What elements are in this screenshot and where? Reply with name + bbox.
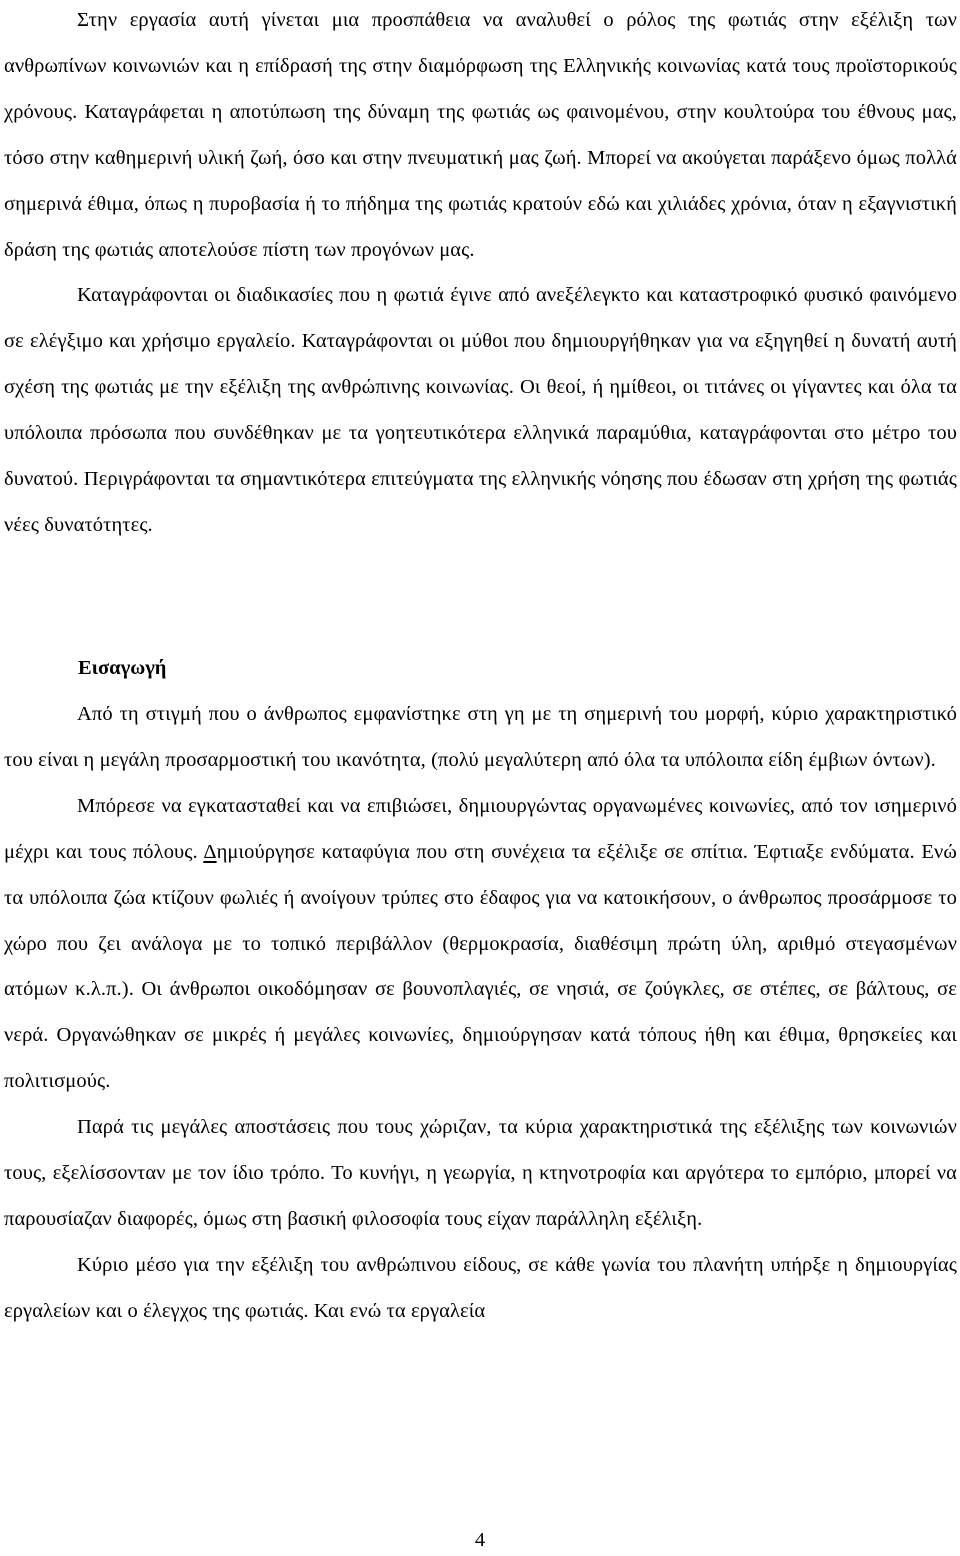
intro-paragraph-1: Στην εργασία αυτή γίνεται μια προσπάθεια να αναλυθεί ο ρόλος της φωτιάς στην εξέλιξη των ανθρωπίνων κοινωνιών και η επίδρασή της στην διαμόρφωση της Ελληνικής κοινωνίας κατά τους προϊστορικούς χρόνους. Καταγράφεται η αποτύπωση της δύναμη της φωτιάς ως φαινομένου, στην κουλτούρα του έθνους μας, τόσο στην καθημερινή υλική ζωή, όσο και στην πνευματική μας ζωή. Μπορεί να ακούγεται παράξενο όμως πολλά σημερινά έθιμα, όπως η πυροβασία ή το πήδημα της φωτιάς κρατούν εδώ και χιλιάδες χρόνια, όταν η εξαγνιστική δράση της φωτιάς αποτελούσε πίστη των προγόνων μας. bbox=[4, 9, 957, 261]
section-paragraph-4: Κύριο μέσο για την εξέλιξη του ανθρώπινου είδους, σε κάθε γωνία του πλανήτη υπήρξε η δημιουργίας εργαλείων και ο έλεγχος της φωτιάς. Και ενώ τα εργαλεία bbox=[4, 1253, 957, 1322]
paragraph-2-end: ημιούργησε καταφύγια που στη συνέχεια τα εξέλιξε σε σπίτια. Έφτιαξε ενδύματα. Ενώ τα υπόλοιπα ζώα κτίζουν φωλιές ή ανοίγουν τρύπες στο έδαφος για να κατοικήσουν, ο άνθρωπος προσάρμοσε το χώρο που ζει ανάλογα με το τοπικό περιβάλλον (θερμοκρασία, διαθέσιμη πρώτη ύλη, αριθμό στεγασμένων ατόμων κ.λ.π.). Οι άνθρωποι οικοδόμησαν σε βουνοπλαγιές, σε νησιά, σε ζούγκλες, σε στέπες, σε βάλτους, σε νερά. Οργανώθηκαν σε μικρές ή μεγάλες κοινωνίες, δημιούργησαν κατά τόπους ήθη και έθιμα, θρησκείες και πολιτισμούς. bbox=[4, 840, 957, 1093]
intro-paragraph-2: Καταγράφονται οι διαδικασίες που η φωτιά έγινε από ανεξέλεγκτο και καταστροφικό φυσικό φαινόμενο σε ελέγξιμο και χρήσιμο εργαλείο. Καταγράφονται οι μύθοι που δημιουργήθηκαν για να εξηγηθεί η δυνατή αυτή σχέση της φωτιάς με την εξέλιξη της ανθρώπινης κοινωνίας. Οι θεοί, ή ημίθεοι, οι τιτάνες οι γίγαντες και όλα τα υπόλοιπα πρόσωπα που συνδέθηκαν με τα γοητευτικότερα ελληνικά παραμύθια, καταγράφονται στο μέτρο του δυνατού. Περιγράφονται τα σημαντικότερα επιτεύγματα της ελληνικής νόησης που έδωσαν στη χρήση της φωτιάς νέες δυνατότητες. bbox=[4, 284, 957, 536]
paragraph-2-start: Μπόρεσε να εγκατασταθεί και να επιβιώσει, δημιουργώντας οργανωμένες κοινωνίες, από τον ισημερινό μέχρι και τους πόλους. bbox=[4, 794, 957, 863]
section-paragraph-3: Παρά τις μεγάλες αποστάσεις που τους χώριζαν, τα κύρια χαρακτηριστικά της εξέλιξης των κοινωνιών τους, εξελίσσονταν με τον ίδιο τρόπο. Το κυνήγι, η γεωργία, η κτηνοτροφία και αργότερα το εμπόριο, μπορεί να παρουσίαζαν διαφορές, όμως στη βασική φιλοσοφία τους είχαν παράλληλη εξέλιξη. bbox=[4, 1116, 957, 1230]
intro-text bbox=[4, 0, 957, 549]
section-paragraph-2 bbox=[4, 784, 957, 1105]
page-number: 4 bbox=[474, 1529, 486, 1551]
underlined-letter: Δ bbox=[203, 840, 217, 863]
section-heading: Εισαγωγή bbox=[78, 657, 167, 679]
section-text bbox=[4, 692, 957, 1335]
section-paragraph-1: Από τη στιγμή που ο άνθρωπος εμφανίστηκε στη γη με τη σημερινή του μορφή, κύριο χαρακτηριστικό του είναι η μεγάλη προσαρμοστική του ικανότητα, (πολύ μεγαλύτερη από όλα τα υπόλοιπα είδη έμβιων όντων). bbox=[4, 703, 957, 771]
